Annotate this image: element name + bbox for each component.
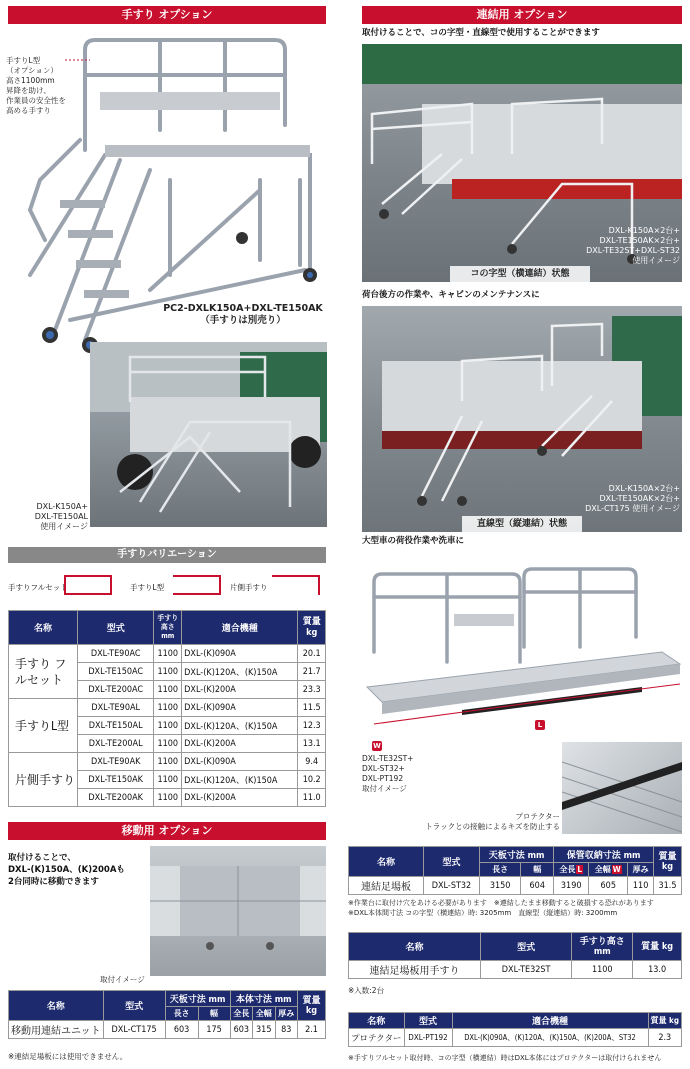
protector-caption: プロテクター トラックとの接触によるキズを防止する [425, 812, 560, 831]
protector-photo [562, 742, 682, 834]
connecting-board-image [362, 552, 682, 744]
handrail-option-banner: 手すり オプション [8, 6, 326, 24]
moving-unit-photo [150, 846, 326, 976]
product-caption: PC2-DXLK150A+DXL-TE150AK （手すりは別売り） [163, 303, 323, 326]
moving-option-banner: 移動用 オプション [8, 822, 326, 840]
handrail-spec-table: 名称 型式 手すり高さ mm 適合機種 質量 kg 手すり フルセット DXL-TE90AC 1100 DXL-(K)090A 20.1 DXL-TE150AC 1100 DXL-(K)120A、(K)150A 21.7 DXL-TE200AC 1100 DXL-(K)200A 23.3 手すりL型 DXL-TE90AL 1100 DXL-(K)090A 11.5 DXL-TE150AL 1100 DXL-(K)120A、(K)150A 12.3 DXL-TE200AL 1100 DXL-(K)200A 13.1 片側手すり DXL-TE90AK 1100 DXL-(K)090A 9.4 DXL-TE150AK 1100 DXL-(K)120A、(K)150A 10.2 DXL-TE200AK 1100 DXL-(K)200A 11.0 [8, 610, 326, 807]
fullset-diagram-icon [64, 575, 112, 595]
protector-note: ※手すりフルセット取付時、コの字型（横連結）時はDXL本体にはプロテクターは取付けられません [348, 1054, 662, 1062]
u-shape-caption: DXL-K150A×2台+ DXL-TE150AK×2台+ DXL-TE32ST+DXL-ST32 使用イメージ [586, 226, 680, 265]
moving-photo-caption: 取付イメージ [100, 975, 145, 984]
connecting-board-notes: ※作業台に取付け穴をあける必要があります ※連結したまま移動すると破損する恐れがあります ※DXL本体間寸法 コの字型（横連結）時: 3205mm 直線型（縦連結）時: 3200mm [348, 899, 654, 917]
moving-unit-table: 名称 型式 天板寸法 mm 本体寸法 mm 質量 kg 長さ 幅 全長 全幅 厚み 移動用連結ユニット DXL-CT175 603 175 603 315 83 2.1 [8, 990, 326, 1039]
l-type-diagram-icon [173, 575, 221, 595]
handrail-annotation: 手すりL型 （オプション） 高さ1100mm 昇降を助け、 作業員の安全性を 高める手すり [6, 56, 66, 115]
u-shape-label: コの字型（横連結）状態 [450, 266, 590, 282]
usage-photo-caption: DXL-K150A+ DXL-TE150AL 使用イメージ [34, 502, 88, 531]
variation-fullset-label: 手すりフルセット [8, 583, 68, 592]
protector-table: 名称 型式 適合機種 質量 kg プロテクター DXL-PT192 DXL-(K)090A、(K)120A、(K)150A、(K)200A、ST32 2.3 [348, 1012, 682, 1047]
straight-caption: DXL-K150A×2台+ DXL-TE150AK×2台+ DXL-CT175 使用イメージ [585, 484, 680, 513]
usage-photo [90, 342, 327, 527]
connection-intro: 取付けることで、コの字型・直線型で使用することができます [362, 28, 600, 38]
variation-title: 手すりバリエーション [8, 547, 326, 563]
variation-diagrams [8, 574, 326, 598]
single-side-diagram-icon [272, 575, 320, 595]
variation-l-label: 手すりL型 [130, 583, 165, 592]
straight-text: 大型車の荷役作業や洗車に [362, 536, 465, 546]
moving-unit-note: ※連結足場板には使用できません。 [8, 1052, 128, 1061]
board-handrail-table: 名称 型式 手すり高さ mm 質量 kg 連結足場板用手すり DXL-TE32ST 1100 13.0 [348, 932, 682, 979]
dimension-l-badge: L [535, 720, 545, 730]
board-handrail-note: ※入数:2台 [348, 986, 385, 995]
variation-single-label: 片側手すり [230, 583, 268, 592]
connection-option-banner: 連結用 オプション [362, 6, 682, 24]
connecting-board-table: 名称 型式 天板寸法 mm 保管収納寸法 mm 質量 kg 長さ 幅 全長 L 全幅 W 厚み 連結足場板 DXL-ST32 3150 604 3190 605 110 31.5 [348, 846, 682, 895]
connecting-board-caption: DXL-TE32ST+ DXL-ST32+ DXL-PT192 取付イメージ [362, 754, 414, 793]
dimension-w-badge: W [373, 742, 381, 750]
straight-label: 直線型（縦連結）状態 [462, 516, 582, 532]
u-shape-text: 荷台後方の作業や、キャビンのメンテナンスに [362, 290, 540, 300]
moving-option-text: 取付けることで、 DXL-(K)150A、(K)200Aも 2台同時に移動できます [8, 853, 125, 887]
